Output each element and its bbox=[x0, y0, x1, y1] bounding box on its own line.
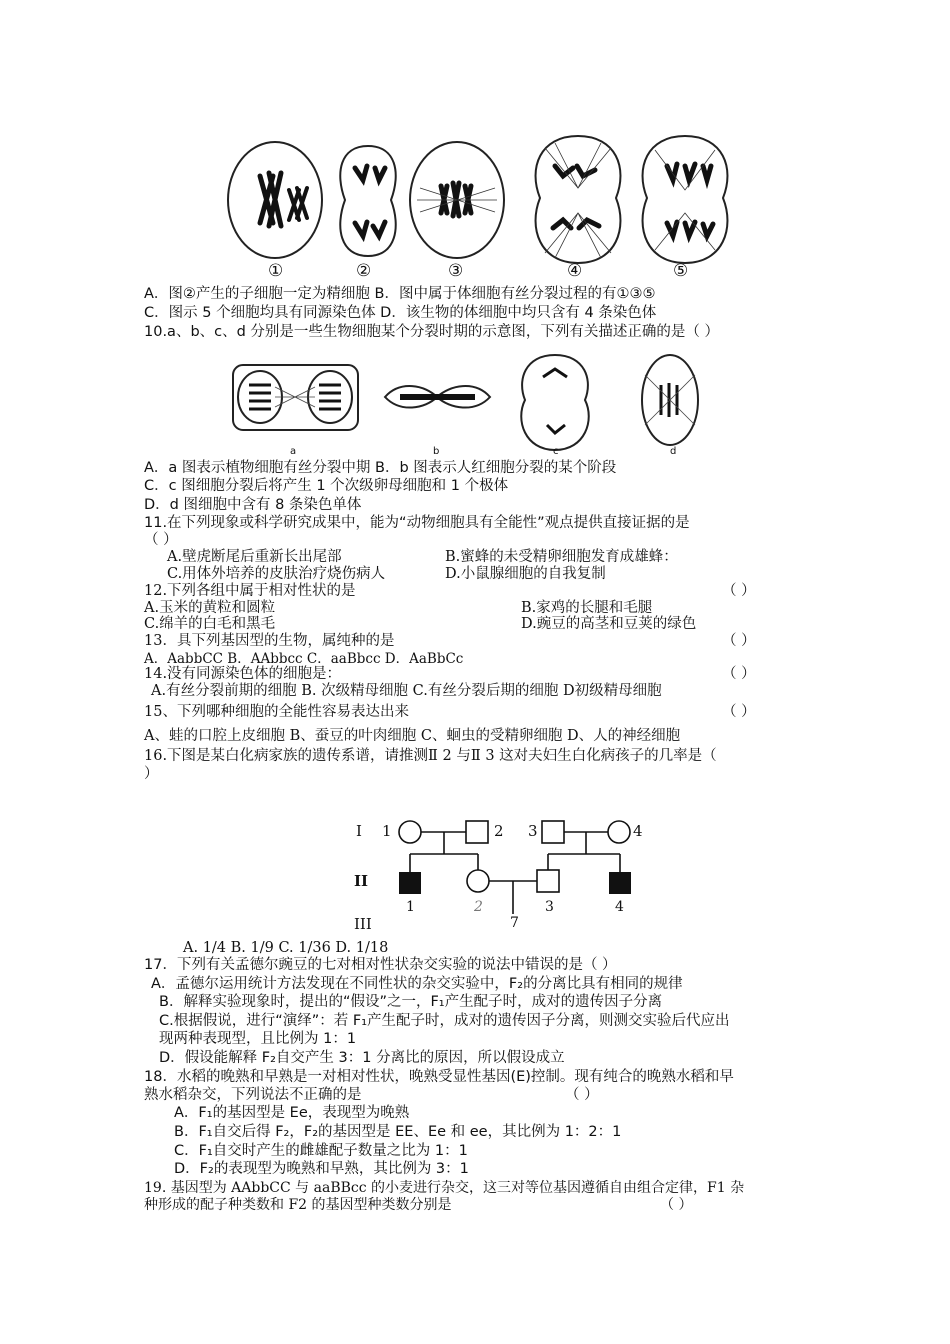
q12-stem: 12.下列各组中属于相对性状的是 bbox=[144, 583, 356, 599]
q14-options: A.有丝分裂前期的细胞 B. 次级精母细胞 C.有丝分裂后期的细胞 D初级精母细胞 bbox=[151, 683, 662, 699]
q18-option-b: B．F₁自交后得 F₂，F₂的基因型是 EE、Ee 和 ee，其比例为 1：2：1 bbox=[174, 1124, 622, 1140]
q11-option-a: A.壁虎断尾后重新长出尾部 bbox=[167, 549, 342, 565]
q15-options: A、蛙的口腔上皮细胞 B、蚕豆的叶肉细胞 C、蛔虫的受精卵细胞 D、人的神经细胞 bbox=[144, 728, 681, 744]
q13-paren: （ ） bbox=[722, 633, 756, 649]
cell-division-figure-q10 bbox=[225, 345, 700, 460]
q19-paren: （ ） bbox=[660, 1197, 693, 1213]
q18-stem-line2: 熟水稻杂交，下列说法不正确的是 bbox=[144, 1087, 362, 1103]
q13-options: A．AabbCC B．AAbbcc C．aaBbcc D．AaBbCc bbox=[144, 651, 464, 667]
q14-stem: 14.没有同源染色体的细胞是： bbox=[144, 666, 342, 682]
pedigree-num: 1 bbox=[406, 899, 415, 915]
generation-label: I bbox=[356, 822, 362, 840]
q11-stem: 11.在下列现象或科学研究成果中，能为“动物细胞具有全能性”观点提供直接证据的是 bbox=[144, 515, 690, 531]
q12-paren: （ ） bbox=[722, 583, 756, 599]
q11-paren: （ ） bbox=[144, 532, 178, 548]
figure-label: ⑤ bbox=[673, 261, 689, 281]
q12-option-b: B.家鸡的长腿和毛腿 bbox=[521, 600, 653, 616]
pedigree-num: 2 bbox=[494, 822, 504, 840]
pedigree-num: 4 bbox=[633, 822, 643, 840]
pedigree-num: 7 bbox=[510, 915, 519, 931]
cell-division-figure-q9 bbox=[215, 128, 735, 281]
figure-label: ② bbox=[356, 261, 372, 281]
q17-option-a: A．孟德尔运用统计方法发现在不同性状的杂交实验中，F₂的分离比具有相同的规律 bbox=[151, 976, 683, 992]
pedigree-II3-male bbox=[537, 870, 559, 892]
pedigree-I3-male bbox=[542, 821, 564, 843]
pedigree-I1-female bbox=[399, 821, 421, 843]
q16-options: A. 1/4 B. 1/9 C. 1/36 D. 1/18 bbox=[183, 940, 389, 956]
generation-label: III bbox=[354, 915, 372, 933]
q18-stem-line1: 18．水稻的晚熟和早熟是一对相对性状，晚熟受显性基因(E)控制。现有纯合的晚熟水稻和早 bbox=[144, 1069, 734, 1085]
q16-stem-end: ） bbox=[144, 766, 159, 782]
figure-label: ④ bbox=[567, 261, 583, 281]
pedigree-II4-affected-male bbox=[609, 872, 631, 894]
q18-option-d: D．F₂的表现型为晚熟和早熟，其比例为 3：1 bbox=[174, 1161, 469, 1177]
q18-option-a: A．F₁的基因型是 Ee，表现型为晚熟 bbox=[174, 1105, 410, 1121]
pedigree-num: 4 bbox=[615, 899, 624, 915]
figure-label: a bbox=[290, 446, 297, 457]
q18-paren: （ ） bbox=[565, 1087, 599, 1103]
pedigree-II1-affected-male bbox=[399, 872, 421, 894]
pedigree-num: 1 bbox=[382, 822, 392, 840]
q11-option-c: C.用体外培养的皮肤治疗烧伤病人 bbox=[167, 566, 386, 582]
figure-label: ③ bbox=[448, 261, 464, 281]
q12-option-c: C.绵羊的白毛和黑毛 bbox=[144, 616, 276, 632]
q12-option-a: A.玉米的黄粒和圆粒 bbox=[144, 600, 276, 616]
q11-option-d: D.小鼠腺细胞的自我复制 bbox=[445, 566, 606, 582]
q15-stem: 15、下列哪种细胞的全能性容易表达出来 bbox=[144, 704, 409, 720]
generation-label: II bbox=[354, 872, 369, 890]
q15-paren: （ ） bbox=[722, 704, 756, 720]
q13-stem: 13．具下列基因型的生物，属纯种的是 bbox=[144, 633, 395, 649]
q17-stem: 17．下列有关孟德尔豌豆的七对相对性状杂交实验的说法中错误的是（ ） bbox=[144, 957, 617, 973]
figure-label: b bbox=[433, 446, 440, 457]
q10-options-ab: A．a 图表示植物细胞有丝分裂中期 B．b 图表示人红细胞分裂的某个阶段 bbox=[144, 460, 617, 476]
q9-options-ab: A．图②产生的子细胞一定为精细胞 B．图中属于体细胞有丝分裂过程的有①③⑤ bbox=[144, 286, 656, 302]
pedigree-num: 3 bbox=[528, 822, 538, 840]
q18-option-c: C．F₁自交时产生的雌雄配子数量之比为 1：1 bbox=[174, 1143, 468, 1159]
q12-option-d: D.豌豆的高茎和豆荚的绿色 bbox=[521, 616, 697, 632]
pedigree-num: 3 bbox=[545, 899, 554, 915]
figure-label: c bbox=[553, 446, 559, 457]
q10-option-c: C．c 图细胞分裂后将产生 1 个次级卵母细胞和 1 个极体 bbox=[144, 478, 509, 494]
q14-paren: （ ） bbox=[722, 666, 756, 682]
q19-stem-line1: 19. 基因型为 AAbbCC 与 aaBBcc 的小麦进行杂交，这三对等位基因遵循自由组合定律，F1 杂 bbox=[144, 1180, 745, 1196]
q17-option-c-line2: 现两种表现型，且比例为 1：1 bbox=[159, 1031, 357, 1047]
pedigree-II2-female bbox=[467, 870, 489, 892]
pedigree-num: 2 bbox=[474, 899, 483, 915]
q10-option-d: D．d 图细胞中含有 8 条染色单体 bbox=[144, 497, 362, 513]
pedigree-I2-male bbox=[466, 821, 488, 843]
q11-option-b: B.蜜蜂的未受精卵细胞发育成雄蜂： bbox=[445, 549, 678, 565]
q17-option-c-line1: C.根据假说，进行“演绎”：若 F₁产生配子时，成对的遗传因子分离，则测交实验后代应出 bbox=[159, 1013, 730, 1029]
q9-options-cd: C．图示 5 个细胞均具有同源染色体 D．该生物的体细胞中均只含有 4 条染色体 bbox=[144, 305, 657, 321]
q17-option-d: D．假设能解释 F₂自交产生 3：1 分离比的原因，所以假设成立 bbox=[159, 1050, 565, 1066]
q16-stem: 16.下图是某白化病家族的遗传系谱，请推测Ⅱ 2 与Ⅱ 3 这对夫妇生白化病孩子的几率是（ bbox=[144, 748, 717, 764]
pedigree-I4-female bbox=[608, 821, 630, 843]
figure-label: ① bbox=[268, 261, 284, 281]
q19-stem-line2: 种形成的配子种类数和 F2 的基因型种类数分别是 bbox=[144, 1197, 452, 1213]
figure-label: d bbox=[670, 446, 677, 457]
q17-option-b: B．解释实验现象时，提出的“假设”之一，F₁产生配子时，成对的遗传因子分离 bbox=[159, 994, 663, 1010]
q10-stem: 10.a、b、c、d 分别是一些生物细胞某个分裂时期的示意图，下列有关描述正确的是（ ） bbox=[144, 324, 720, 340]
